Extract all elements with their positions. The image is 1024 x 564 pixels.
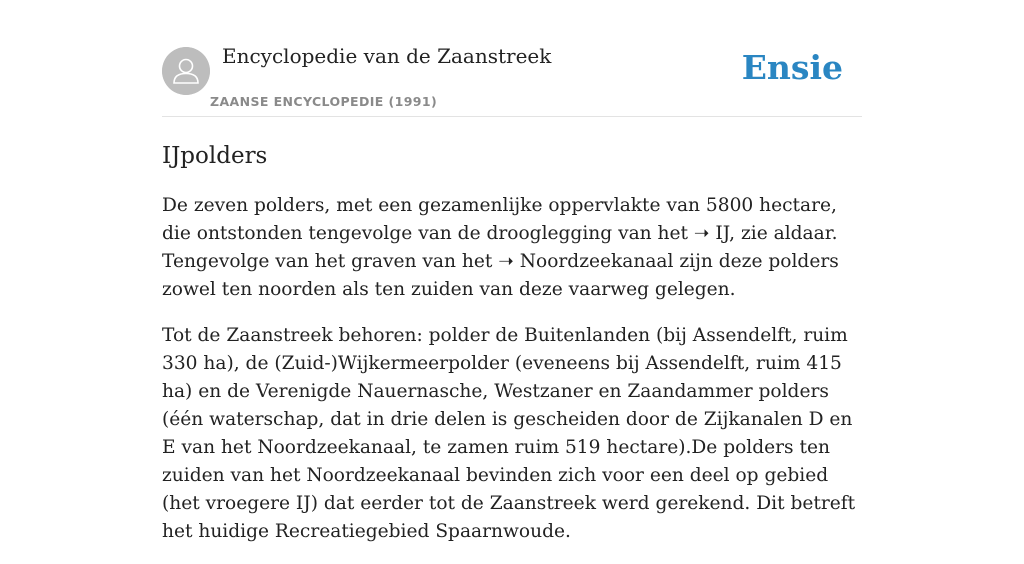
page-container bbox=[162, 0, 862, 564]
link-ij[interactable]: IJ bbox=[715, 223, 730, 244]
link-arrow-icon: ➝ bbox=[498, 251, 514, 272]
book-subtitle: ZAANSE ENCYCLOPEDIE (1991) bbox=[210, 94, 438, 109]
entry-body bbox=[162, 192, 862, 546]
paragraph-1-text-c: zijn deze polders zowel ten noorden als ten zuiden van deze vaarweg gelegen. bbox=[162, 251, 839, 300]
header bbox=[162, 0, 862, 117]
brand-logo[interactable]: Ensie bbox=[741, 48, 843, 87]
paragraph-1 bbox=[162, 192, 862, 304]
link-arrow-icon: ➝ bbox=[693, 223, 710, 244]
entry-headword: IJpolders bbox=[162, 143, 268, 169]
user-icon bbox=[162, 47, 210, 95]
paragraph-1-text-a: De zeven polders, met een gezamenlijke oppervlakte van 5800 hectare, die ontstonden tengevolge van de drooglegging van het bbox=[162, 195, 837, 244]
book-title[interactable]: Encyclopedie van de Zaanstreek bbox=[222, 44, 552, 68]
paragraph-2: Tot de Zaanstreek behoren: polder de Buitenlanden (bij Assendelft, ruim 330 ha), de (Zuid-)Wijkermeerpolder (eveneens bij Assendelft, ruim 415 ha) en de Verenigde Nauernasche, Westzaner en Zaandammer polders (één waterschap, dat in drie delen is gescheiden door de Zijkanalen D en E van het Noordzeekanaal, te zamen ruim 519 hectare).De polders ten zuiden van het Noordzeekanaal bevinden zich voor een deel op gebied (het vroegere IJ) dat eerder tot de Zaanstreek werd gerekend. Dit betreft het huidige Recreatiegebied Spaarnwoude. bbox=[162, 325, 856, 542]
avatar[interactable] bbox=[162, 47, 210, 95]
link-noordzeekanaal[interactable]: Noordzeekanaal bbox=[519, 251, 674, 272]
paragraph-1-text-b: , zie aldaar. Tengevolge van het graven van het bbox=[162, 223, 838, 272]
